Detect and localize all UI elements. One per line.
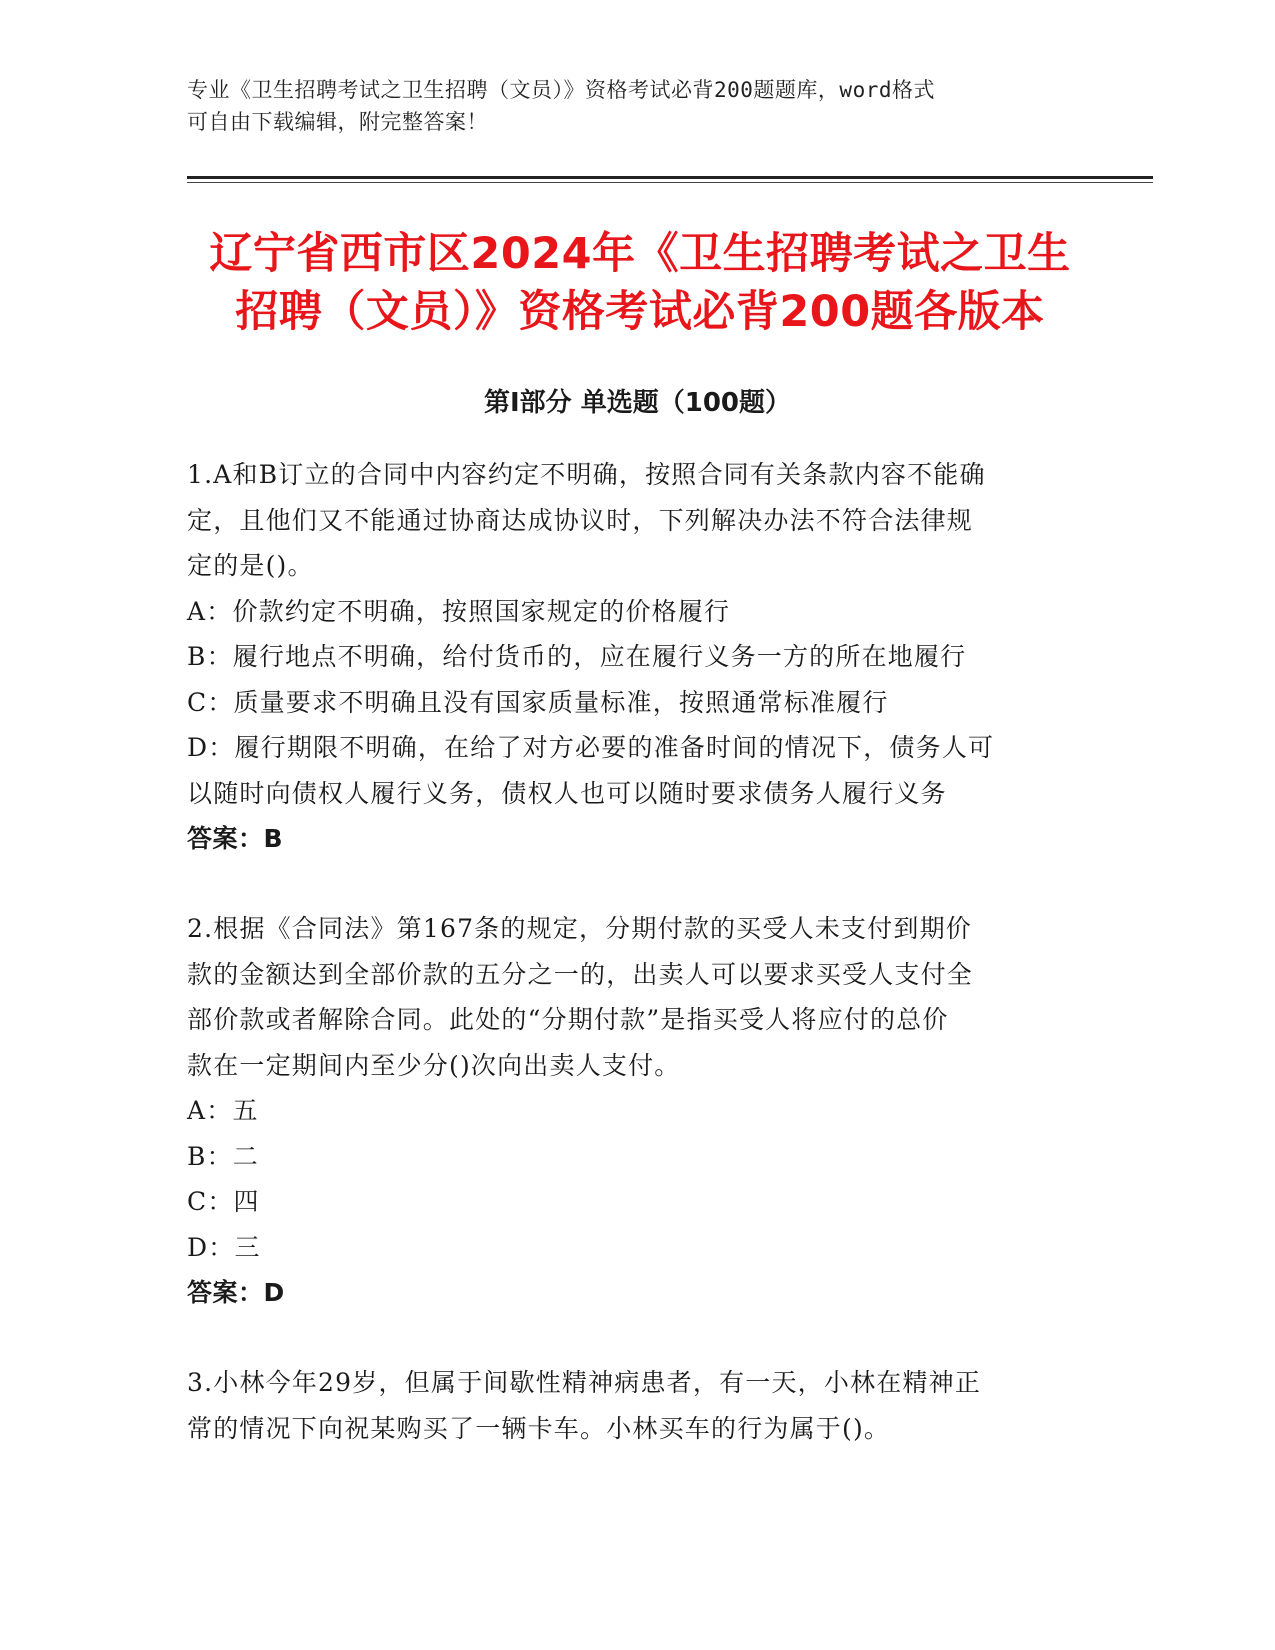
title-line-1: 辽宁省西市区2024年《卫生招聘考试之卫生 xyxy=(209,229,1071,279)
question-1 xyxy=(187,452,1087,862)
question-3-line-2: 常的情况下向祝某购买了一辆卡车。小林买车的行为属于()。 xyxy=(187,1413,891,1443)
question-1-line-3: 定的是()。 xyxy=(187,551,314,580)
section-heading: 第Ⅰ部分 单选题（100题） xyxy=(484,388,791,418)
question-1-option-c: C：质量要求不明确且没有国家质量标准，按照通常标准履行 xyxy=(187,687,889,717)
question-1-option-b: B：履行地点不明确，给付货币的，应在履行义务一方的所在地履行 xyxy=(187,642,967,671)
question-2-option-a: A：五 xyxy=(187,1096,259,1125)
question-2-line-3: 部价款或者解除合同。此处的“分期付款”是指买受人将应付的总价 xyxy=(187,1005,949,1034)
header-note xyxy=(187,74,1087,138)
question-2-answer: 答案：D xyxy=(187,1278,285,1307)
header-rule-thick xyxy=(187,176,1153,179)
question-1-option-a: A：价款约定不明确，按照国家规定的价格履行 xyxy=(187,596,731,626)
header-note-line-2: 可自由下载编辑，附完整答案！ xyxy=(187,110,488,134)
header-note-line-1: 专业《卫生招聘考试之卫生招聘（文员）》资格考试必背200题题库，word格式 xyxy=(187,78,935,102)
question-3 xyxy=(187,1360,1087,1451)
question-2-option-b: B：二 xyxy=(187,1141,259,1171)
question-2-line-4: 款在一定期间内至少分()次向出卖人支付。 xyxy=(187,1050,681,1080)
question-2-line-1: 2.根据《合同法》第167条的规定，分期付款的买受人未支付到期价 xyxy=(187,914,972,943)
question-1-option-d: D：履行期限不明确，在给了对方必要的准备时间的情况下，债务人可 xyxy=(187,733,995,762)
question-1-option-d-cont: 以随时向债权人履行义务，债权人也可以随时要求债务人履行义务 xyxy=(187,778,947,808)
question-3-line-1: 3.小林今年29岁，但属于间歇性精神病患者，有一天，小林在精神正 xyxy=(187,1368,982,1397)
title-line-2: 招聘（文员）》资格考试必背200题各版本 xyxy=(235,287,1045,337)
document-title xyxy=(160,225,1120,341)
question-2 xyxy=(187,906,1087,1316)
question-2-line-2: 款的金额达到全部价款的五分之一的，出卖人可以要求买受人支付全 xyxy=(187,959,974,989)
header-rule-thin xyxy=(187,182,1153,183)
question-2-option-d: D：三 xyxy=(187,1232,261,1262)
question-1-line-1: 1.A和B订立的合同中内容约定不明确，按照合同有关条款内容不能确 xyxy=(187,460,986,489)
question-1-line-2: 定，且他们又不能通过协商达成协议时，下列解决办法不符合法律规 xyxy=(187,505,974,535)
question-1-answer: 答案：B xyxy=(187,824,284,853)
question-2-option-c: C：四 xyxy=(187,1187,260,1216)
